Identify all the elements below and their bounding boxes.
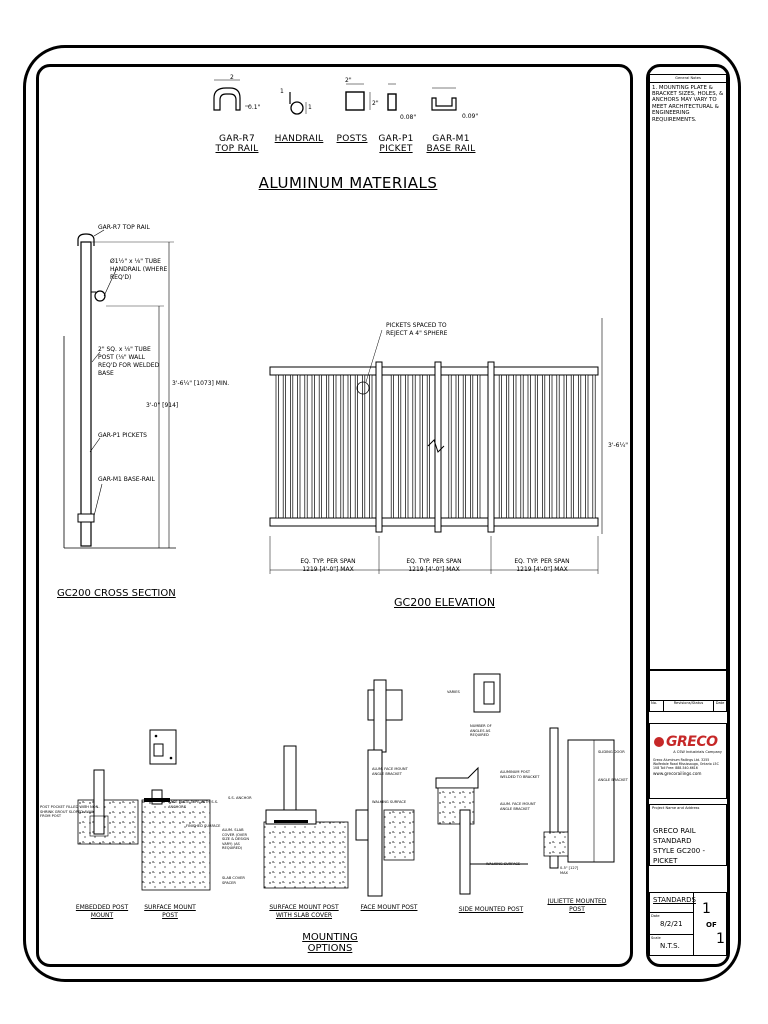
profile-post xyxy=(346,84,370,110)
dim-picket-thickness: 0.08" xyxy=(400,114,417,121)
date-value: 8/2/21 xyxy=(660,920,683,928)
profile-handrail xyxy=(290,92,306,114)
label-base-rail: GAR-M1 BASE-RAIL xyxy=(98,476,155,483)
dim-post-height: 2" xyxy=(372,100,379,107)
greco-logo xyxy=(650,724,726,750)
dim-inner-height: 3'-0" [914] xyxy=(146,402,179,409)
elevation-picket xyxy=(463,375,465,518)
note-walking-surface: WALKING SURFACE xyxy=(372,800,407,804)
material-gar-m1: GAR-M1 BASE RAIL xyxy=(426,134,476,154)
general-notes-title: General Notes xyxy=(650,75,726,83)
elevation-picket xyxy=(305,375,307,518)
material-gar-r7: GAR-R7 TOP RAIL xyxy=(215,134,259,154)
material-gar-p1: GAR-P1 PICKET xyxy=(378,134,414,154)
dim-hr-side: 1 xyxy=(308,104,312,111)
note-juliette-dim: 0-5" [127] MAX xyxy=(560,866,579,875)
elevation-picket xyxy=(406,375,408,518)
elevation-picket xyxy=(514,375,516,518)
note-varies: VARIES xyxy=(447,690,460,694)
note-alum-post-welded: ALUMINUM POST WELDED TO BRACKET xyxy=(500,770,540,779)
elevation-picket xyxy=(586,375,588,518)
cross-section-title: GC200 CROSS SECTION xyxy=(57,588,176,599)
elevation-title: GC200 ELEVATION xyxy=(394,596,496,609)
sheet-total: 1 xyxy=(716,931,725,947)
elevation-picket xyxy=(326,375,328,518)
elevation-picket xyxy=(283,375,285,518)
elevation-picket xyxy=(456,375,458,518)
elevation-picket xyxy=(362,375,364,518)
note-slab-cover: ALUM. SLAB COVER (OVER SIZE & DESIGN VARY) (AS REQUIRED) xyxy=(222,828,250,850)
dim-r7-thickness: 0.1" xyxy=(248,104,261,111)
elevation-span-1: EQ. TYP. PER SPAN 1219 [4'-0"] MAX xyxy=(300,558,356,573)
elevation-picket xyxy=(571,375,573,518)
elevation-height-dim: 3'-6¼" xyxy=(608,442,629,449)
mount-side-title: SIDE MOUNTED POST xyxy=(458,906,524,913)
rev-date-header: Date xyxy=(715,701,725,705)
sheet-number: 1 xyxy=(702,901,711,917)
elevation-picket xyxy=(312,375,314,518)
project-label: Project Name and Address xyxy=(652,806,700,810)
mount-slab-cover-title: SURFACE MOUNT POST WITH SLAB COVER xyxy=(269,904,339,919)
mounting-title: MOUNTING OPTIONS xyxy=(302,932,358,954)
dim-hr-top: 1 xyxy=(280,88,284,95)
profile-gar-r7 xyxy=(214,80,250,110)
label-top-rail: GAR-R7 TOP RAIL xyxy=(98,224,150,231)
elevation-picket xyxy=(470,375,472,518)
dim-post-width: 2" xyxy=(345,77,352,84)
elevation-picket xyxy=(355,375,357,518)
note-side-bracket: ALUM. FACE MOUNT ANGLE BRACKET xyxy=(500,802,536,811)
elevation-picket xyxy=(348,375,350,518)
note-ss-anchor: S.S. ANCHOR xyxy=(228,796,252,800)
dim-m1-thickness: 0.09" xyxy=(462,113,479,120)
elevation-picket xyxy=(449,375,451,518)
project-box xyxy=(649,804,727,866)
note-surface-base: BASE PLATE TYPE WITH S.S. ANCHORS xyxy=(168,800,219,809)
mount-face-title: FACE MOUNT POST xyxy=(360,904,418,911)
materials-heading: ALUMINUM MATERIALS xyxy=(258,174,438,192)
elevation-drawing xyxy=(262,312,612,592)
date-label: Date xyxy=(651,914,660,918)
of-label: OF xyxy=(706,921,717,929)
scale-label: Scale xyxy=(651,936,661,940)
elevation-picket xyxy=(290,375,292,518)
company-url: www.grecorailings.com xyxy=(653,771,702,776)
company-sub: A CSW Industrials Company xyxy=(673,750,722,754)
elevation-picket xyxy=(478,375,480,518)
scale-cell xyxy=(650,935,694,955)
elevation-picket xyxy=(528,375,530,518)
revisions-box xyxy=(649,670,727,712)
elevation-picket xyxy=(535,375,537,518)
mount-surface-title: SURFACE MOUNT POST xyxy=(144,904,196,919)
material-posts: POSTS xyxy=(336,134,368,144)
note-surface-finished: FINISHED SURFACE xyxy=(186,824,221,828)
note-embedded: POST POCKET FILLED WITH NON-SHRINK GROUT SLOPED AWAY FROM POST xyxy=(40,805,100,818)
mounting-drawings xyxy=(38,660,633,930)
elevation-picket xyxy=(319,375,321,518)
elevation-picket xyxy=(521,375,523,518)
elevation-picket xyxy=(334,375,336,518)
material-handrail: HANDRAIL xyxy=(274,134,324,144)
elevation-span-2: EQ. TYP. PER SPAN 1219 [4'-0"] MAX xyxy=(406,558,462,573)
elevation-picket xyxy=(420,375,422,518)
project-name: GRECO RAIL STANDARD STYLE GC200 - PICKET xyxy=(653,826,705,865)
note-angle-bracket: ANGLE BRACKET xyxy=(598,778,628,782)
note-walking-surface-2: WALKING SURFACE xyxy=(486,862,521,866)
label-post: 2" SQ. x ⅛" TUBE POST (⅛" WALL REQ'D FOR WELDED BASE xyxy=(98,346,160,377)
greco-emblem-icon xyxy=(654,737,664,747)
elevation-picket xyxy=(578,375,580,518)
profile-gar-m1 xyxy=(432,88,456,110)
rev-desc-header: Revisions/Status xyxy=(664,701,714,711)
elevation-picket xyxy=(298,375,300,518)
mount-embedded-title: EMBEDDED POST MOUNT xyxy=(75,904,129,919)
rev-no-header: No. xyxy=(650,701,664,711)
dim-total-height: 3'-6¼" [1073] MIN. xyxy=(172,380,230,387)
general-notes-box xyxy=(649,74,727,670)
elevation-picket xyxy=(427,375,429,518)
date-cell xyxy=(650,913,694,935)
elevation-note: PICKETS SPACED TO REJECT A 4" SPHERE xyxy=(386,322,448,337)
note-sliding-door: SLIDING DOOR xyxy=(598,750,625,754)
elevation-picket xyxy=(564,375,566,518)
elevation-picket xyxy=(542,375,544,518)
elevation-picket xyxy=(550,375,552,518)
elevation-picket xyxy=(557,375,559,518)
sheet-info-box xyxy=(649,892,727,956)
profile-picket xyxy=(388,84,396,110)
general-note-1: 1. MOUNTING PLATE & BRACKET SIZES, HOLES, & ANCHORS MAY VARY TO MEET ARCHITECTURAL & ENGINEERING REQUIREMENTS. xyxy=(652,84,724,123)
company-box xyxy=(649,723,727,799)
elevation-picket xyxy=(506,375,508,518)
elevation-picket xyxy=(341,375,343,518)
elevation-picket xyxy=(593,375,595,518)
company-address: Greco Aluminum Railings Ltd. 3255 Wolfedale Road Mississauga, Ontario L5C 1V8 Toll Free: 888-540-6616 xyxy=(653,758,719,770)
note-number-angles: NUMBER OF ANGLES AS REQUIRED xyxy=(470,724,492,737)
label-pickets: GAR-P1 PICKETS xyxy=(98,432,147,439)
elevation-picket xyxy=(370,375,372,518)
elevation-picket xyxy=(398,375,400,518)
mount-juliette-title: JULIETTE MOUNTED POST xyxy=(547,898,607,913)
elevation-picket xyxy=(276,375,278,518)
dim-r7-width: 2 xyxy=(230,74,234,81)
scale-value: N.T.S. xyxy=(660,942,680,950)
note-slab-spacer: SLAB COVER SPACER xyxy=(222,876,245,885)
label-handrail: Ø1½" x ⅛" TUBE HANDRAIL (WHERE REQ'D) xyxy=(110,258,168,281)
elevation-span-3: EQ. TYP. PER SPAN 1219 [4'-0"] MAX xyxy=(514,558,570,573)
note-face-bracket: ALUM. FACE MOUNT ANGLE BRACKET xyxy=(372,767,408,776)
company-name: GRECO xyxy=(666,734,718,750)
elevation-picket xyxy=(413,375,415,518)
standards-label: STANDARDS xyxy=(650,893,694,913)
elevation-picket xyxy=(391,375,393,518)
elevation-picket xyxy=(499,375,501,518)
